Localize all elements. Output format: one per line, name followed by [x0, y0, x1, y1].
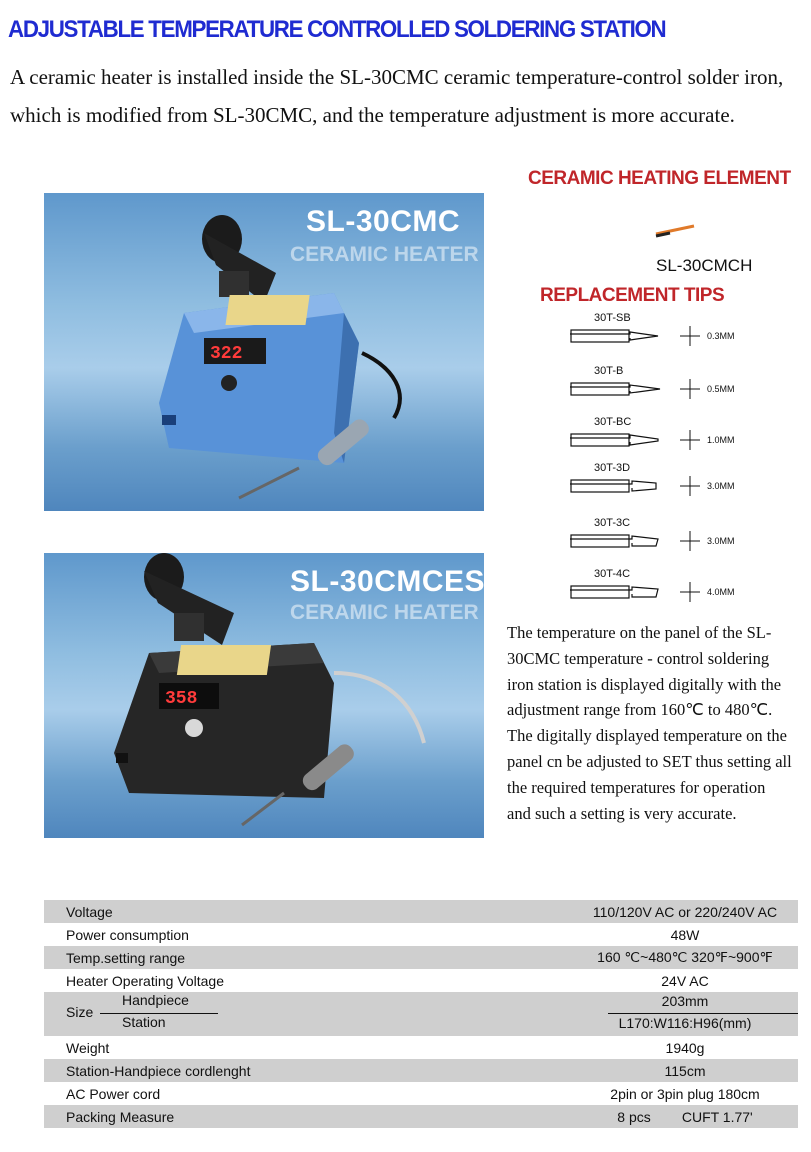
product-photo-sl30cmc [44, 193, 484, 511]
spec-value: L170:W116:H96(mm) [618, 1015, 752, 1031]
tip-size: 3.0MM [707, 481, 735, 491]
spec-row-ac-cord [44, 1082, 798, 1105]
spec-row-packing [44, 1105, 798, 1128]
temperature-display: 322 [210, 344, 243, 364]
spec-value: 1940g [665, 1039, 705, 1056]
spec-value: 8 pcs CUFT 1.77' [617, 1108, 753, 1125]
spec-sublabel-handpiece: Handpiece [122, 992, 189, 1008]
spec-value: 160 ℃~480℃ 320℉~900℉ [597, 949, 773, 965]
spec-label: Temp.setting range [66, 949, 186, 966]
tip-diagram [570, 476, 720, 498]
description-paragraph: The temperature on the panel of the SL-30CMC temperature - control soldering iron station is displayed digitally with the adjustment range from 160℃ to 480℃. The digitally displayed temperature on the panel cn be adjusted to SET thus setting all the required temperatures for operation and such a setting is very accurate. [507, 623, 792, 823]
tip-name: 30T-B [594, 365, 624, 377]
spec-row-power [44, 923, 798, 946]
divider [608, 1013, 798, 1014]
tip-diagram [570, 326, 720, 348]
replacement-tips-heading: REPLACEMENT TIPS [540, 285, 725, 306]
intro-paragraph: A ceramic heater is installed inside the SL-30CMC ceramic temperature-control solder iron, which is modified from SL-30CMC, and the temperature adjustment is more accurate. [10, 65, 784, 127]
heating-element-icon [650, 220, 702, 240]
spec-row-temp-range [44, 946, 798, 969]
heating-element-heading: CERAMIC HEATING ELEMENT [528, 168, 791, 189]
tip-size: 0.5MM [707, 384, 735, 394]
spec-value: 2pin or 3pin plug 180cm [610, 1085, 760, 1102]
temperature-display: 358 [165, 689, 198, 709]
spec-value: 48W [670, 926, 700, 943]
soldering-station-illustration [44, 193, 484, 511]
tip-name: 30T-4C [594, 568, 631, 580]
spec-table [44, 900, 798, 1128]
spec-row-voltage [44, 900, 798, 923]
spec-label: Station-Handpiece cordlenght [66, 1062, 251, 1079]
spec-label: Weight [66, 1039, 110, 1056]
tip-size: 4.0MM [707, 587, 735, 597]
spec-label: Heater Operating Voltage [66, 972, 224, 989]
tip-diagram [570, 379, 720, 401]
spec-label: Voltage [66, 903, 113, 920]
tip-size: 3.0MM [707, 536, 735, 546]
spec-row-size [44, 992, 798, 1036]
tip-name: 30T-3C [594, 517, 631, 529]
spec-value: 24V AC [661, 972, 709, 989]
tip-size: 0.3MM [707, 331, 735, 341]
tip-name: 30T-3D [594, 462, 631, 474]
tip-diagram [570, 531, 720, 553]
heating-element-model: SL-30CMCH [656, 256, 753, 275]
tip-name: 30T-SB [594, 312, 631, 324]
spec-row-cord [44, 1059, 798, 1082]
spec-label: AC Power cord [66, 1085, 161, 1102]
spec-value: 115cm [664, 1062, 706, 1079]
spec-row-weight [44, 1036, 798, 1059]
tip-size: 1.0MM [707, 435, 735, 445]
soldering-station-illustration [44, 553, 484, 838]
spec-sublabel-station: Station [122, 1014, 166, 1030]
spec-row-heater-voltage [44, 969, 798, 992]
tip-name: 30T-BC [594, 416, 632, 428]
photo-model-title: SL-30CMC [306, 205, 461, 238]
spec-label: Packing Measure [66, 1108, 175, 1125]
divider [100, 1013, 218, 1014]
photo-subtitle: CERAMIC HEATER [290, 601, 479, 624]
tip-diagram [570, 430, 720, 452]
tip-diagram [570, 582, 720, 604]
spec-value: 203mm [661, 993, 709, 1009]
spec-label: Size [66, 1004, 94, 1020]
photo-subtitle: CERAMIC HEATER [290, 243, 479, 266]
page-title: ADJUSTABLE TEMPERATURE CONTROLLED SOLDERING STATION [8, 16, 666, 43]
spec-value: 110/120V AC or 220/240V AC [592, 903, 778, 920]
spec-label: Power consumption [66, 926, 189, 943]
product-photo-sl30cmcesd [44, 553, 508, 838]
photo-model-title: SL-30CMCESD [290, 565, 508, 598]
